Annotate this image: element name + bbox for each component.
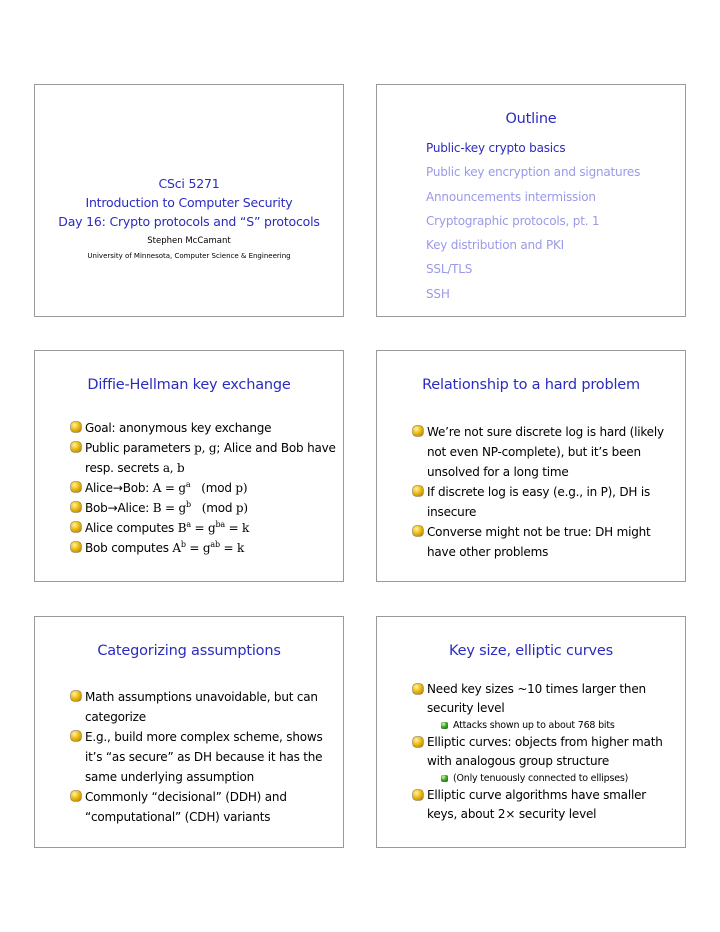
course-number: CSci 5271	[158, 176, 220, 191]
slide-heading: Key size, elliptic curves	[449, 643, 613, 659]
sub-list-item: (Only tenuously connected to ellipses)	[439, 771, 679, 786]
sub-bullet-icon	[441, 722, 448, 729]
list-item: Commonly “decisional” (DDH) and “computational” (CDH) variants	[71, 787, 337, 827]
bullet-icon	[413, 426, 423, 436]
slide-heading: Categorizing assumptions	[97, 643, 281, 659]
list-item: Elliptic curves: objects from higher math with analogous group structure (Only tenuously connected to ellipses)	[413, 733, 679, 786]
bullet-icon	[71, 791, 81, 801]
slide-hard-problem	[376, 350, 686, 582]
list-item: Bob→Alice: $B = g^b$ (mod p)	[71, 498, 337, 518]
list-item: Bob computes $A^b = g^{ab} = k$	[71, 538, 337, 558]
bullet-list	[413, 680, 679, 824]
list-item: Converse might not be true: DH might have other problems	[413, 522, 679, 562]
institution: University of Minnesota, Computer Science & Engineering	[87, 252, 291, 260]
outline-item: Public key encryption and signatures	[426, 165, 641, 180]
slide-assumptions	[34, 616, 344, 848]
outline-list	[426, 141, 640, 311]
bullet-icon	[413, 526, 423, 536]
bullet-icon	[413, 684, 423, 694]
bullet-icon	[71, 502, 81, 512]
slide-key-size	[376, 616, 686, 848]
sub-list	[427, 718, 679, 733]
slide-outline	[376, 84, 686, 317]
list-item: Alice→Bob: $A = g^a$ (mod p)	[71, 478, 337, 498]
list-item: Need key sizes ~10 times larger then security level Attacks shown up to about 768 bits	[413, 680, 679, 733]
author: Stephen McCamant	[147, 236, 231, 246]
sub-list	[427, 771, 679, 786]
list-item: If discrete log is easy (e.g., in P), DH is insecure	[413, 482, 679, 522]
slide-heading: Outline	[505, 111, 557, 127]
outline-item: Public-key crypto basics	[426, 141, 566, 155]
bullet-icon	[71, 731, 81, 741]
list-item: Alice computes $B^a = g^{ba} = k$	[71, 518, 337, 538]
slide-heading: Diffie-Hellman key exchange	[87, 377, 291, 393]
bullet-icon	[71, 691, 81, 701]
lecture-title: Day 16: Crypto protocols and “S” protocols	[58, 214, 320, 229]
sub-list-item: Attacks shown up to about 768 bits	[439, 718, 679, 733]
bullet-list	[71, 418, 337, 558]
outline-item: Announcements intermission	[426, 189, 596, 204]
list-item: Elliptic curve algorithms have smaller keys, about 2× security level	[413, 786, 679, 824]
slide-diffie-hellman	[34, 350, 344, 582]
bullet-icon	[71, 522, 81, 532]
outline-item: SSH	[426, 286, 450, 301]
slide-title	[34, 84, 344, 317]
list-item: E.g., build more complex scheme, shows it’s “as secure” as DH because it has the same underlying assumption	[71, 727, 337, 787]
outline-item: Cryptographic protocols, pt. 1	[426, 213, 600, 228]
bullet-icon	[413, 790, 423, 800]
bullet-icon	[413, 737, 423, 747]
course-title: Introduction to Computer Security	[85, 195, 293, 210]
list-item: We’re not sure discrete log is hard (likely not even NP-complete), but it’s been unsolved for a long time	[413, 422, 679, 482]
list-item: Math assumptions unavoidable, but can categorize	[71, 687, 337, 727]
bullet-icon	[413, 486, 423, 496]
outline-item: Key distribution and PKI	[426, 238, 565, 253]
outline-item: SSL/TLS	[426, 262, 473, 277]
sub-bullet-icon	[441, 775, 448, 782]
list-item: Goal: anonymous key exchange	[71, 418, 337, 438]
slide-heading: Relationship to a hard problem	[422, 377, 640, 393]
bullet-list	[413, 422, 679, 562]
list-item: Public parameters p, g; Alice and Bob have resp. secrets a, b	[71, 438, 337, 478]
bullet-icon	[71, 542, 81, 552]
bullet-list	[71, 687, 337, 827]
bullet-icon	[71, 422, 81, 432]
bullet-icon	[71, 482, 81, 492]
bullet-icon	[71, 442, 81, 452]
